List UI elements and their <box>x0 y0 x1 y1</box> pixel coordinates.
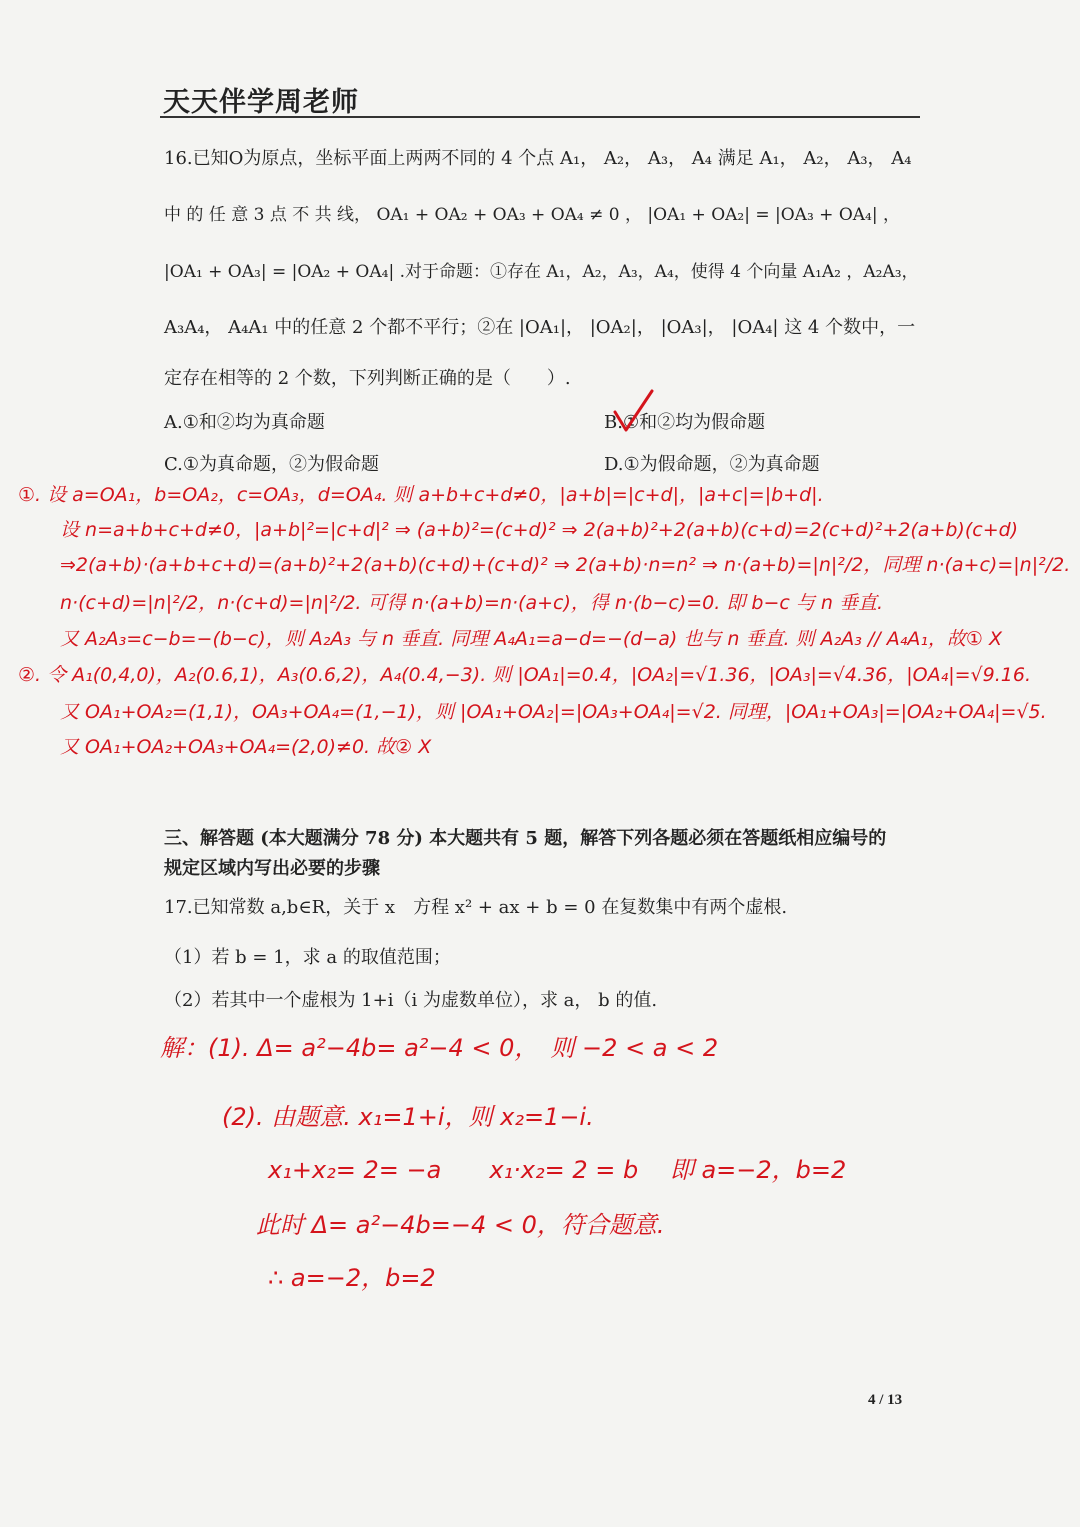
q16-hw-line-6: ②. 令 A₁(0,4,0)，A₂(0.6,1)，A₃(0.6,2)，A₄(0.4,−3). 则 |OA₁|=0.4，|OA₂|=√1.36，|OA₃|=√4.36，|OA₄|=√9.16. <box>18 664 1031 686</box>
option-d: D.①为假命题，②为真命题 <box>604 454 820 475</box>
section3-heading-1: 三、解答题 (本大题满分 78 分) 本大题共有 5 题，解答下列各题必须在答题纸相应编号的 <box>164 828 887 849</box>
q16-hw-line-1: ①. 设 a=OA₁，b=OA₂，c=OA₃，d=OA₄. 则 a+b+c+d≠0，|a+b|=|c+d|，|a+c|=|b+d|. <box>18 484 824 506</box>
section3-heading-2: 规定区域内写出必要的步骤 <box>164 858 380 879</box>
q17-hw-step-5: ∴ a=−2，b=2 <box>268 1264 436 1292</box>
page-number: 4 / 13 <box>868 1392 903 1408</box>
q17-hw-step-2: (2). 由题意. x₁=1+i，则 x₂=1−i. <box>222 1103 594 1131</box>
q16-hw-line-2: 设 n=a+b+c+d≠0，|a+b|²=|c+d|² ⇒ (a+b)²=(c+d)² ⇒ 2(a+b)²+2(a+b)(c+d)=2(c+d)²+2(a+b)(c+d) <box>60 519 1019 541</box>
q17-part-2: （2）若其中一个虚根为 1+i（i 为虚数单位），求 a， b 的值. <box>164 990 658 1011</box>
q16-hw-line-4: n·(c+d)=|n|²/2，n·(c+d)=|n|²/2. 可得 n·(a+b)=n·(a+c)，得 n·(b−c)=0. 即 b−c 与 n 垂直. <box>60 592 884 614</box>
option-c: C.①为真命题，②为假命题 <box>164 454 379 475</box>
q16-hw-line-8: 又 OA₁+OA₂+OA₃+OA₄=(2,0)≠0. 故② X <box>60 736 432 758</box>
option-a: A.①和②均为真命题 <box>164 412 325 433</box>
q16-line-1: 16.已知O为原点，坐标平面上两两不同的 4 个点 A₁， A₂， A₃， A₄ 满足 A₁， A₂， A₃， A₄ <box>164 148 912 169</box>
header-title: 天天伴学周老师 <box>163 87 359 118</box>
q16-hw-line-3: ⇒2(a+b)·(a+b+c+d)=(a+b)²+2(a+b)(c+d)+(c+d)² ⇒ 2(a+b)·n=n² ⇒ n·(a+b)=|n|²/2，同理 n·(a+c)=|n|²/2. <box>60 554 1071 576</box>
q17-part-1: （1）若 b = 1，求 a 的取值范围； <box>164 947 451 968</box>
q17-hw-step-4: 此时 Δ= a²−4b=−4 < 0，符合题意. <box>256 1211 665 1239</box>
q16-line-2: 中 的 任 意 3 点 不 共 线， OA₁ + OA₂ + OA₃ + OA₄ ≠ 0 ， |OA₁ + OA₂| = |OA₃ + OA₄| ， <box>164 205 900 225</box>
header-divider <box>160 116 920 118</box>
checkmark-icon <box>612 388 656 434</box>
q16-hw-line-7: 又 OA₁+OA₂=(1,1)，OA₃+OA₄=(1,−1)，则 |OA₁+OA₂|=|OA₃+OA₄|=√2. 同理，|OA₁+OA₃|=|OA₂+OA₄|=√5. <box>60 701 1047 723</box>
q16-hw-line-5: 又 A₂A₃=c−b=−(b−c)，则 A₂A₃ 与 n 垂直. 同理 A₄A₁=a−d=−(d−a) 也与 n 垂直. 则 A₂A₃ // A₄A₁，故① X <box>60 628 1003 650</box>
option-b: B.①和②均为假命题 <box>604 412 766 433</box>
q17-stem: 17.已知常数 a,b∈R，关于 x 方程 x² + ax + b = 0 在复数集中有两个虚根. <box>164 897 788 918</box>
q16-line-5: 定存在相等的 2 个数，下列判断正确的是（ ）. <box>164 368 571 389</box>
q17-hw-step-3: x₁+x₂= 2= −a x₁·x₂= 2 = b 即 a=−2，b=2 <box>268 1156 847 1184</box>
q17-hw-step-1: 解：(1). Δ= a²−4b= a²−4 < 0， 则 −2 < a < 2 <box>160 1034 719 1062</box>
q16-line-4: A₃A₄， A₄A₁ 中的任意 2 个都不平行；②在 |OA₁|， |OA₂|， |OA₃|， |OA₄| 这 4 个数中，一 <box>164 317 916 338</box>
q16-line-3: |OA₁ + OA₃| = |OA₂ + OA₄| .对于命题：①存在 A₁，A₂，A₃，A₄，使得 4 个向量 A₁A₂ ，A₂A₃， <box>164 262 919 282</box>
